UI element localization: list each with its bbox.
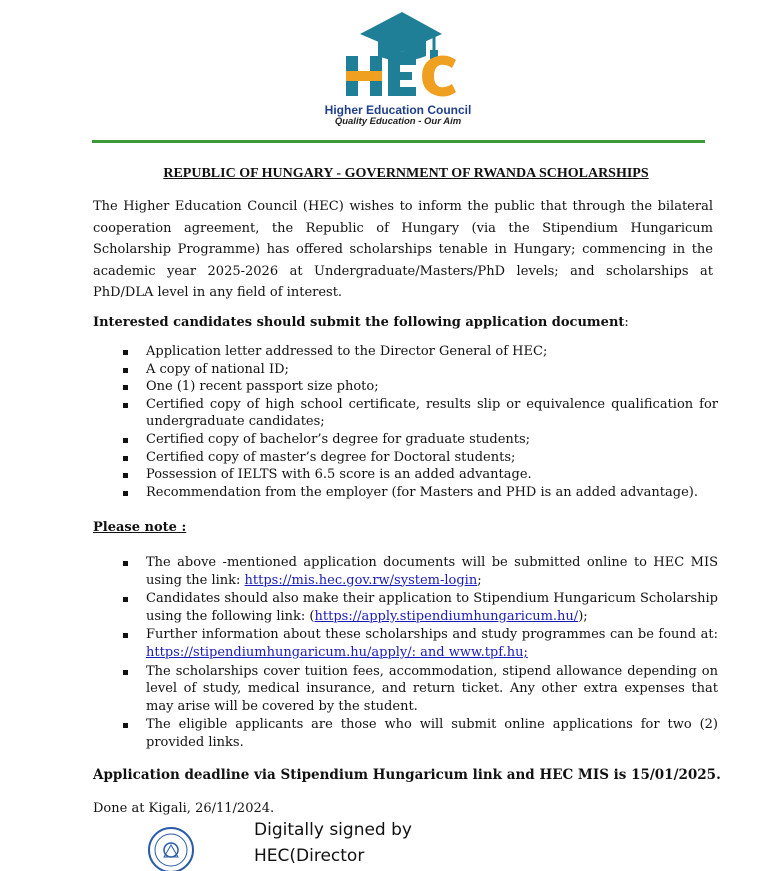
stipendium-info-link[interactable]: https://stipendiumhungaricum.hu/apply/: and www.tpf.hu; [146,644,528,660]
digital-signature-line1: Digitally signed by [254,820,412,840]
stipendium-apply-link[interactable]: https://apply.stipendiumhungaricum.hu/ [314,608,579,624]
note-text: The above -mentioned application documents will be submitted online to HEC MIS using the link: [146,555,718,588]
list-item: A copy of national ID; [118,361,718,379]
intro-paragraph: The Higher Education Council (HEC) wishes to inform the public that through the bilateral cooperation agreement, the Republic of Hungary (via the Stipendium Hungaricum Scholarship Programme) has offered scholarships tenable in Hungary; commencing in the academic year 2025-2026 at Undergraduate/Masters/PhD levels; and scholarships at PhD/DLA level in any field of interest. [93,199,713,300]
document-title: REPUBLIC OF HUNGARY - GOVERNMENT OF RWANDA SCHOLARSHIPS [163,166,649,181]
list-item: Certified copy of high school certificate, results slip or equivalence qualification for undergraduate candidates; [118,396,718,431]
org-name: Higher Education Council [324,103,472,117]
list-item: Recommendation from the employer (for Masters and PHD is an added advantage). [118,484,718,502]
note-text: ; [477,572,482,588]
list-item: Certified copy of bachelor’s degree for graduate students; [118,431,718,449]
notes-heading-colon: : [176,520,187,535]
requirements-heading [93,313,629,333]
cap-board [360,12,442,52]
official-seal-icon [146,825,196,871]
list-item: Certified copy of master’s degree for Doctoral students; [118,449,718,467]
notes-list [118,554,718,753]
notes-heading-text: Please note [93,520,177,535]
list-item: One (1) recent passport size photo; [118,378,718,396]
application-deadline: Application deadline via Stipendium Hungaricum link and HEC MIS is 15/01/2025. [93,767,721,783]
digital-signature-line2: HEC(Director [254,846,365,866]
requirements-heading-text: Interested candidates should submit the following application document [93,315,625,330]
list-item: Possession of IELTS with 6.5 score is an added advantage. [118,466,718,484]
note-text: Further information about these scholarships and study programmes can be found at: [146,627,718,643]
header-divider [92,140,705,143]
note-text: ); [578,608,588,624]
list-item: Application letter addressed to the Director General of HEC; [118,343,718,361]
notes-heading [93,518,186,538]
list-item [118,626,718,661]
done-at-line: Done at Kigali, 26/11/2024. [93,801,275,816]
list-item [118,590,718,625]
hec-mis-link[interactable]: https://mis.hec.gov.rw/system-login [244,572,478,588]
list-item: The scholarships cover tuition fees, accommodation, stipend allowance depending on level of study, medical insurance, and return ticket. Any other extra expenses that may arise will be covered by the student. [118,663,718,716]
requirements-list [118,343,718,501]
requirements-heading-colon: : [624,315,629,330]
note-text: Candidates should also make their application to Stipendium Hungaricum Scholarship using the following link: ( [146,591,718,624]
list-item: The eligible applicants are those who will submit online applications for two (2) provided links. [118,716,718,751]
list-item [118,554,718,589]
org-tagline: Quality Education - Our Aim [334,116,462,127]
